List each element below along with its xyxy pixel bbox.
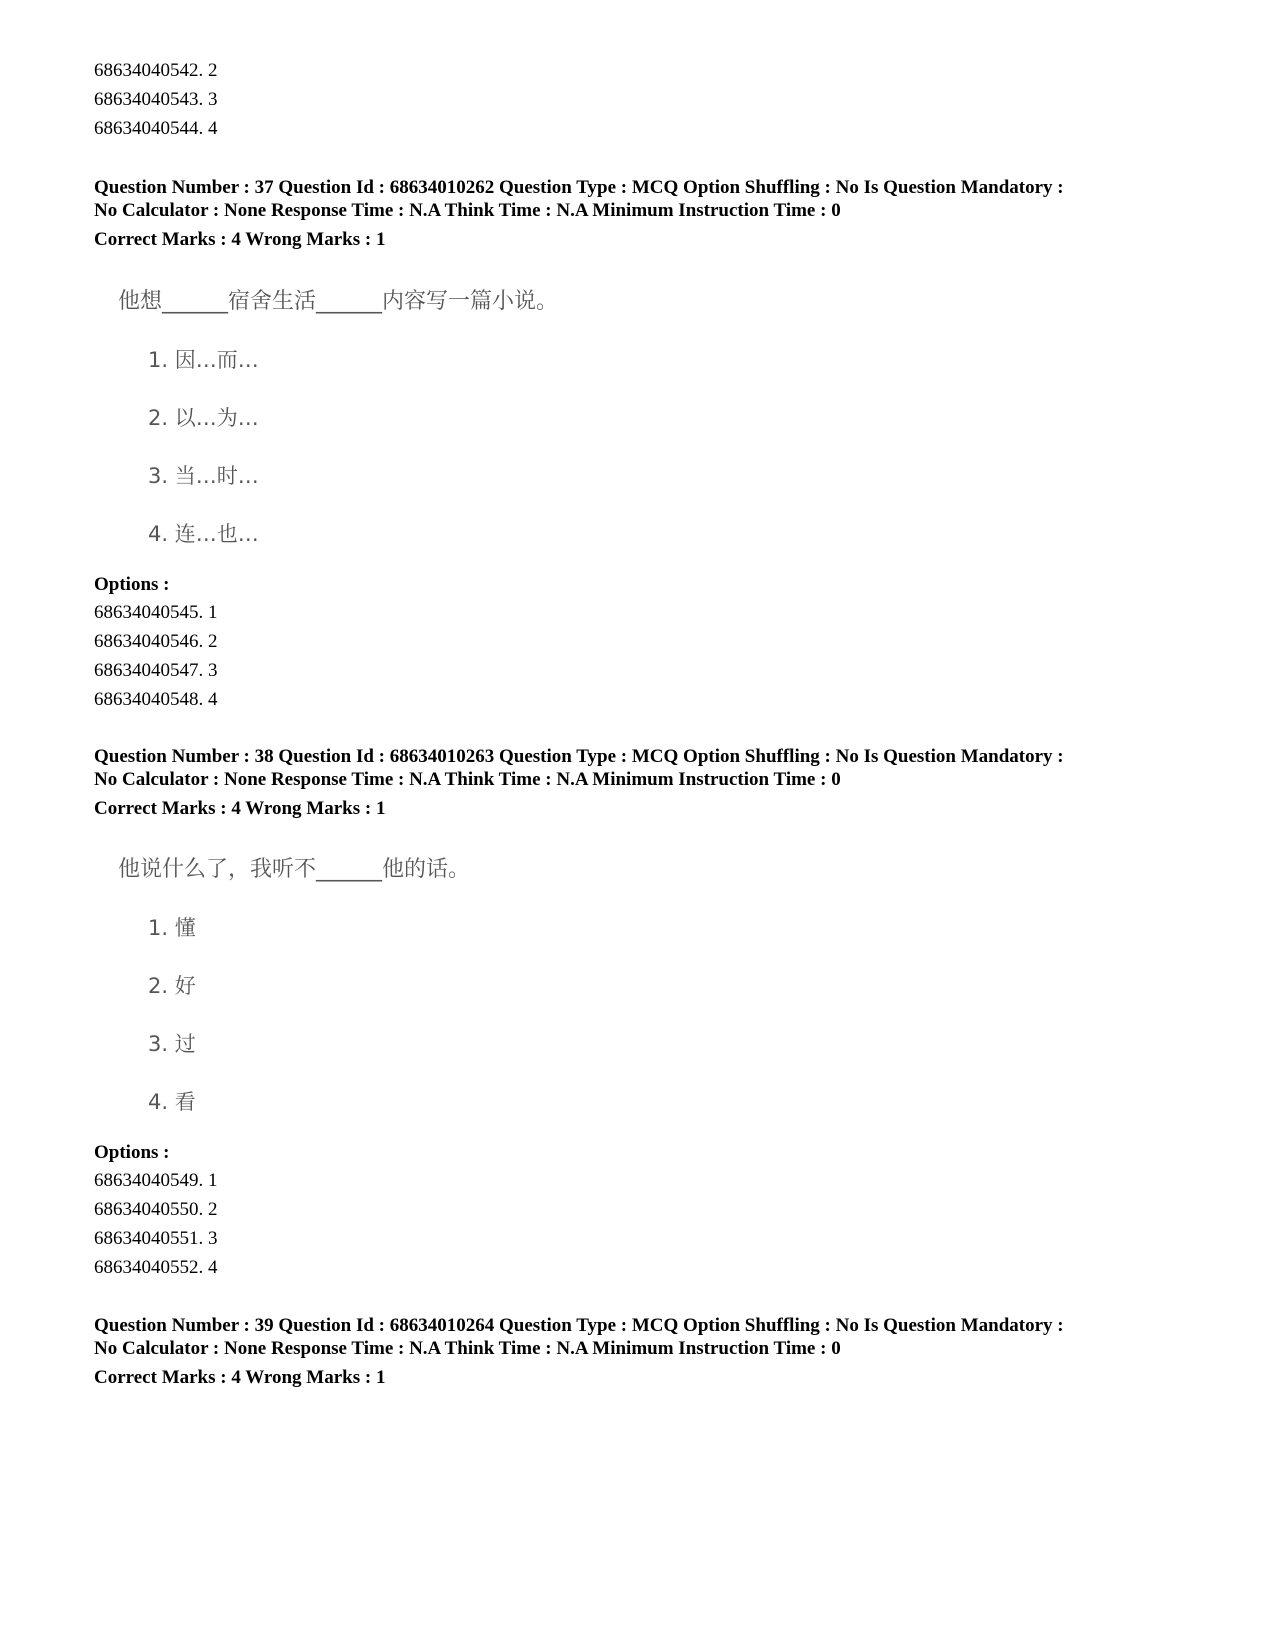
question-marks: Correct Marks : 4 Wrong Marks : 1 xyxy=(94,229,386,250)
answer-choice: 1. 懂 xyxy=(148,916,196,940)
option-line: 68634040550. 2 xyxy=(94,1199,218,1220)
question-meta-line1: Question Number : 39 Question Id : 68634010264 Question Type : MCQ Option Shuffling : No Is Question Mandatory : xyxy=(94,1315,1064,1336)
option-line: 68634040546. 2 xyxy=(94,631,218,652)
question-stem: 他说什么了，我听不______他的话。 xyxy=(118,857,471,882)
question-meta-line2: No Calculator : None Response Time : N.A Think Time : N.A Minimum Instruction Time : 0 xyxy=(94,769,841,790)
answer-choice: 3. 当…时… xyxy=(148,464,259,488)
option-line: 68634040545. 1 xyxy=(94,602,218,623)
options-heading: Options : xyxy=(94,1142,170,1163)
option-line: 68634040547. 3 xyxy=(94,660,218,681)
question-meta-line2: No Calculator : None Response Time : N.A Think Time : N.A Minimum Instruction Time : 0 xyxy=(94,1338,841,1359)
answer-choice: 2. 好 xyxy=(148,974,196,998)
question-meta-line1: Question Number : 37 Question Id : 68634010262 Question Type : MCQ Option Shuffling : No Is Question Mandatory : xyxy=(94,177,1064,198)
option-line: 68634040548. 4 xyxy=(94,689,218,710)
option-line: 68634040551. 3 xyxy=(94,1228,218,1249)
answer-choice: 4. 看 xyxy=(148,1090,196,1114)
answer-choice: 3. 过 xyxy=(148,1032,196,1056)
option-line: 68634040544. 4 xyxy=(94,118,218,139)
options-heading: Options : xyxy=(94,574,170,595)
question-meta-line1: Question Number : 38 Question Id : 68634010263 Question Type : MCQ Option Shuffling : No Is Question Mandatory : xyxy=(94,746,1064,767)
answer-choice: 4. 连…也… xyxy=(148,522,259,546)
question-marks: Correct Marks : 4 Wrong Marks : 1 xyxy=(94,798,386,819)
option-line: 68634040552. 4 xyxy=(94,1257,218,1278)
question-stem: 他想______宿舍生活______内容写一篇小说。 xyxy=(118,289,559,314)
option-line: 68634040542. 2 xyxy=(94,60,218,81)
question-marks: Correct Marks : 4 Wrong Marks : 1 xyxy=(94,1367,386,1388)
question-meta-line2: No Calculator : None Response Time : N.A Think Time : N.A Minimum Instruction Time : 0 xyxy=(94,200,841,221)
option-line: 68634040549. 1 xyxy=(94,1170,218,1191)
answer-choice: 2. 以…为… xyxy=(148,406,259,430)
answer-choice: 1. 因…而… xyxy=(148,348,259,372)
option-line: 68634040543. 3 xyxy=(94,89,218,110)
